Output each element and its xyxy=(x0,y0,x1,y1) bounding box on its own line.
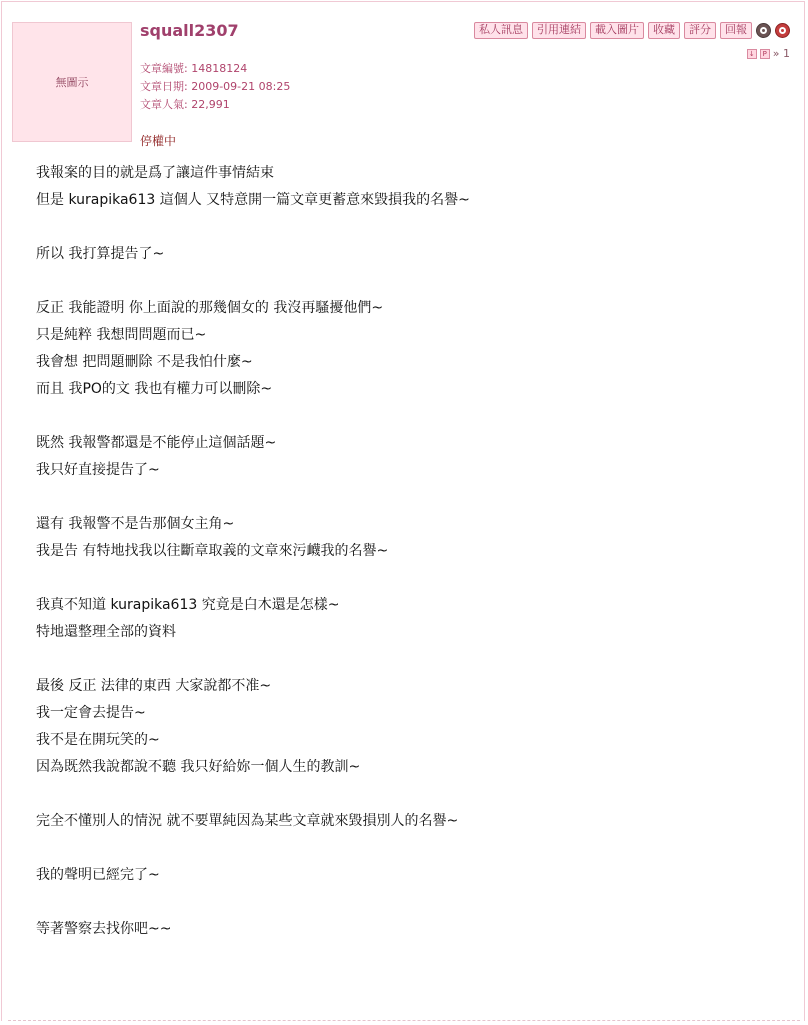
content-line xyxy=(36,214,776,241)
content-line: 特地還整理全部的資料 xyxy=(36,624,176,640)
block-icon[interactable] xyxy=(775,23,790,38)
post-divider xyxy=(8,1020,800,1021)
content-line: 完全不懂別人的情況 就不要單純因為某些文章就來毀損別人的名譽~ xyxy=(36,813,459,829)
content-line: 我一定會去提告~ xyxy=(36,705,146,721)
article-date: 文章日期: 2009-09-21 08:25 xyxy=(140,80,291,93)
username-link[interactable]: squall2307 xyxy=(140,21,239,40)
content-line: 反正 我能證明 你上面說的那幾個女的 我沒再騷擾他們~ xyxy=(36,300,384,316)
content-line: 因為既然我說都說不聽 我只好給妳一個人生的教訓~ xyxy=(36,759,361,775)
post-content xyxy=(36,160,776,943)
content-line: 既然 我報警都還是不能停止這個話題~ xyxy=(36,435,277,451)
content-line: 我不是在開玩笑的~ xyxy=(36,732,160,748)
content-line: 所以 我打算提告了~ xyxy=(36,246,165,262)
favorite-button[interactable]: 收藏 xyxy=(648,22,680,39)
content-line: 還有 我報警不是告那個女主角~ xyxy=(36,516,235,532)
arrow-down-icon[interactable]: ↓ xyxy=(747,49,757,59)
print-icon[interactable]: P xyxy=(760,49,770,59)
content-line xyxy=(36,403,776,430)
floor-number: » 1 xyxy=(772,47,790,60)
content-line: 最後 反正 法律的東西 大家說都不准~ xyxy=(36,678,272,694)
load-images-button[interactable]: 載入圖片 xyxy=(590,22,644,39)
post-meta xyxy=(140,60,290,114)
post-container xyxy=(1,1,805,1021)
content-line: 我報案的目的就是爲了讓這件事情結束 xyxy=(36,165,274,181)
content-line: 我只好直接提告了~ xyxy=(36,462,160,478)
content-line: 我真不知道 kurapika613 究竟是白木還是怎樣~ xyxy=(36,597,340,613)
emoticon-icon[interactable] xyxy=(756,23,771,38)
article-popularity: 文章人氣: 22,991 xyxy=(140,98,230,111)
content-line: 等著警察去找你吧~~ xyxy=(36,921,172,937)
status-badge: 停權中 xyxy=(140,134,177,148)
content-line xyxy=(36,268,776,295)
content-line xyxy=(36,646,776,673)
private-message-button[interactable]: 私人訊息 xyxy=(474,22,528,39)
content-line: 但是 kurapika613 這個人 又特意開一篇文章更蓄意來毀損我的名譽~ xyxy=(36,192,470,208)
post-toolbar xyxy=(474,22,790,39)
content-line xyxy=(36,565,776,592)
avatar[interactable] xyxy=(12,22,132,142)
content-line xyxy=(36,889,776,916)
content-line xyxy=(36,835,776,862)
report-button[interactable]: 回報 xyxy=(720,22,752,39)
content-line xyxy=(36,781,776,808)
floor-nav xyxy=(747,47,790,60)
quote-link-button[interactable]: 引用連結 xyxy=(532,22,586,39)
rate-button[interactable]: 評分 xyxy=(684,22,716,39)
content-line xyxy=(36,484,776,511)
content-line: 我的聲明已經完了~ xyxy=(36,867,160,883)
content-line: 而且 我PO的文 我也有權力可以刪除~ xyxy=(36,381,273,397)
article-id: 文章編號: 14818124 xyxy=(140,62,248,75)
avatar-placeholder-text: 無圖示 xyxy=(55,76,89,89)
content-line: 我是告 有特地找我以往斷章取義的文章來污衊我的名譽~ xyxy=(36,543,389,559)
content-line: 只是純粹 我想問問題而已~ xyxy=(36,327,207,343)
content-line: 我會想 把問題刪除 不是我怕什麼~ xyxy=(36,354,253,370)
